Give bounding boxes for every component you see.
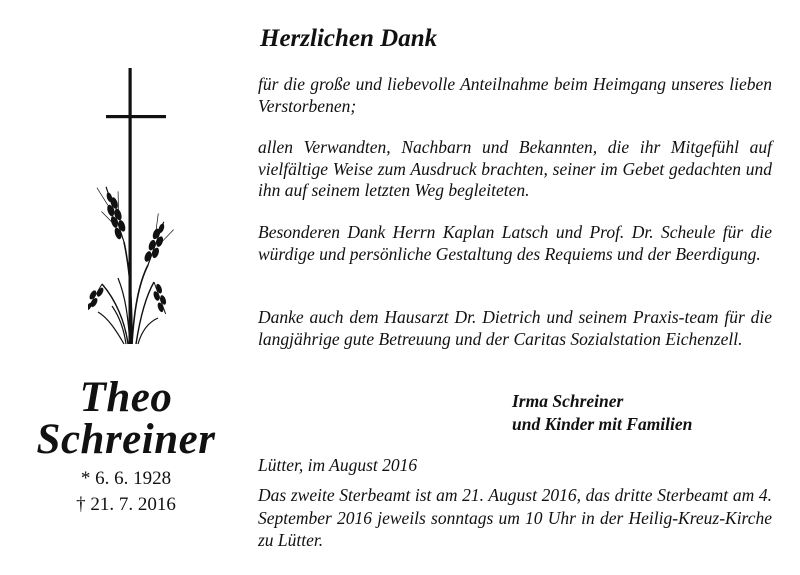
life-dates <box>0 466 252 518</box>
place-date: Lütter, im August 2016 <box>258 455 418 475</box>
thanks-paragraph: Besonderen Dank Herrn Kaplan Latsch und Prof. Dr. Scheule für die würdige und persönliche Gestaltung des Requiems und der Beerdigung. <box>258 222 772 264</box>
deceased-last-name: Schreiner <box>36 416 216 463</box>
signature-name: Irma Schreiner <box>512 391 624 411</box>
cross-with-wheat-icon <box>88 60 188 350</box>
memorial-mass-notice: Das zweite Sterbeamt ist am 21. August 2016, das dritte Sterbeamt am 4. September 2016 jeweils sonntags um 10 Uhr in der Heilig-Kreuz-Kirche zu Lütter. <box>258 485 772 550</box>
thanks-heading: Herzlichen Dank <box>260 25 438 52</box>
birth-date: * 6. 6. 1928 <box>80 468 172 489</box>
thanks-paragraph: Danke auch dem Hausarzt Dr. Dietrich und seinem Praxis-team für die langjährige gute Betreuung und der Caritas Sozialstation Eichenzell. <box>258 307 772 349</box>
memorial-right-column <box>258 0 772 575</box>
signature <box>512 390 692 436</box>
thanks-paragraph: allen Verwandten, Nachbarn und Bekannten, die ihr Mitgefühl auf vielfältige Weise zum Ausdruck brachten, seiner im Gebet gedachten und ihn auf seinem letzten Weg begleiteten. <box>258 137 772 200</box>
deceased-first-name: Theo <box>79 374 173 421</box>
thanks-paragraph: für die große und liebevolle Anteilnahme beim Heimgang unseres lieben Verstorbenen; <box>258 74 772 116</box>
death-date: † 21. 7. 2016 <box>76 494 176 515</box>
signature-family: und Kinder mit Familien <box>512 414 693 434</box>
memorial-left-column <box>0 0 252 575</box>
